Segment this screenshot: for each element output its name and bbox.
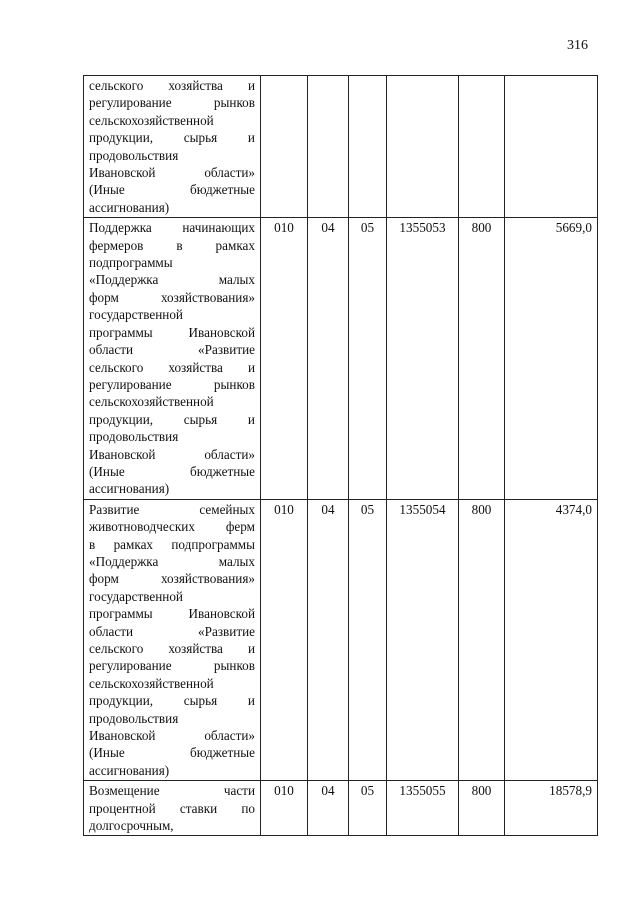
- description-line: продовольствия: [89, 710, 179, 726]
- description-line: продукции, сырья и: [89, 411, 255, 427]
- subsection-code-cell: 04: [308, 218, 349, 500]
- description-line: государственной: [89, 588, 183, 604]
- description-line: ассигнования): [89, 762, 170, 778]
- description-line: долгосрочным,: [89, 818, 174, 834]
- description-line: «Поддержка малых: [89, 553, 255, 569]
- description-line: сельского хозяйства и: [89, 359, 255, 375]
- section-code-cell: 010: [261, 499, 308, 781]
- budget-table: [83, 75, 598, 836]
- amount-cell: 4374,0: [505, 499, 598, 781]
- expense-type-cell: 800: [459, 499, 505, 781]
- description-line: ассигнования): [89, 199, 170, 215]
- description-line: продовольствия: [89, 429, 179, 445]
- description-line: сельскохозяйственной: [89, 112, 214, 128]
- description-line: сельскохозяйственной: [89, 394, 214, 410]
- subsection-code-cell: 04: [308, 499, 349, 781]
- description-line: Ивановской области»: [89, 728, 255, 744]
- description-line: Ивановской области»: [89, 165, 255, 181]
- table-row: [84, 499, 598, 781]
- target-article-cell: [387, 76, 459, 218]
- amount-cell: 5669,0: [505, 218, 598, 500]
- target-article-cell: 1355053: [387, 218, 459, 500]
- table-row: [84, 76, 598, 218]
- description-line: Возмещение части: [89, 783, 255, 799]
- subsection-code-cell-2: 05: [349, 781, 387, 836]
- description-line: продукции, сырья и: [89, 130, 255, 146]
- description-line: регулирование рынков: [89, 95, 255, 111]
- amount-cell: 18578,9: [505, 781, 598, 836]
- table-row: [84, 218, 598, 500]
- section-code-cell: 010: [261, 781, 308, 836]
- description-line: продовольствия: [89, 147, 179, 163]
- description-line: подпрограммы: [89, 255, 173, 271]
- section-code-cell: [261, 76, 308, 218]
- description-line: процентной ставки по: [89, 800, 255, 816]
- target-article-cell: 1355054: [387, 499, 459, 781]
- row-description: [84, 499, 261, 781]
- subsection-code-cell: [308, 76, 349, 218]
- description-line: области «Развитие: [89, 342, 255, 358]
- description-line: программы Ивановской: [89, 606, 255, 622]
- description-line: (Иные бюджетные: [89, 463, 255, 479]
- page-number: 316: [567, 38, 588, 53]
- description-line: (Иные бюджетные: [89, 182, 255, 198]
- description-line: программы Ивановской: [89, 324, 255, 340]
- expense-type-cell: [459, 76, 505, 218]
- description-line: регулирование рынков: [89, 658, 255, 674]
- budget-table-body: [84, 76, 598, 836]
- description-line: животноводческих ферм: [89, 519, 255, 535]
- description-line: ассигнования): [89, 481, 170, 497]
- subsection-code-cell-2: [349, 76, 387, 218]
- description-line: сельского хозяйства и: [89, 78, 255, 93]
- expense-type-cell: 800: [459, 781, 505, 836]
- description-line: в рамках подпрограммы: [89, 536, 255, 552]
- subsection-code-cell: 04: [308, 781, 349, 836]
- description-line: форм хозяйствования»: [89, 289, 255, 305]
- description-line: государственной: [89, 307, 183, 323]
- amount-cell: [505, 76, 598, 218]
- description-line: сельскохозяйственной: [89, 675, 214, 691]
- description-line: Ивановской области»: [89, 446, 255, 462]
- row-description: [84, 781, 261, 836]
- description-line: фермеров в рамках: [89, 237, 255, 253]
- table-row: [84, 781, 598, 836]
- target-article-cell: 1355055: [387, 781, 459, 836]
- description-line: (Иные бюджетные: [89, 745, 255, 761]
- description-line: сельского хозяйства и: [89, 641, 255, 656]
- description-line: области «Развитие: [89, 623, 255, 639]
- description-line: «Поддержка малых: [89, 272, 255, 288]
- description-line: Поддержка начинающих: [89, 220, 255, 236]
- subsection-code-cell-2: 05: [349, 499, 387, 781]
- description-line: регулирование рынков: [89, 376, 255, 392]
- description-line: Развитие семейных: [89, 501, 255, 517]
- section-code-cell: 010: [261, 218, 308, 500]
- description-line: форм хозяйствования»: [89, 571, 255, 587]
- row-description: [84, 218, 261, 500]
- description-line: продукции, сырья и: [89, 693, 255, 709]
- subsection-code-cell-2: 05: [349, 218, 387, 500]
- expense-type-cell: 800: [459, 218, 505, 500]
- row-description: [84, 76, 261, 218]
